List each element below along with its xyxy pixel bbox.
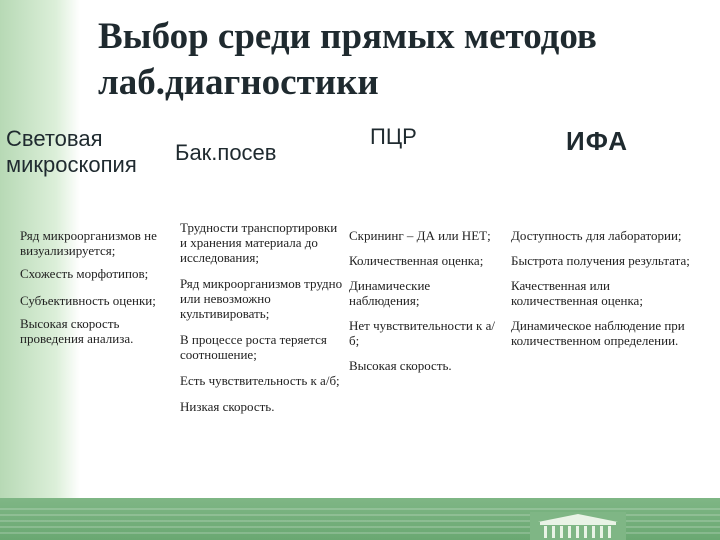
column-header-culture: Бак.посев — [175, 140, 277, 165]
list-item: Нет чувствительности к а/б; — [349, 318, 495, 348]
list-item: Высокая скорость. — [349, 358, 452, 373]
list-item: Динамические наблюдения; — [349, 278, 431, 308]
column-header-pcr: ПЦР — [370, 124, 417, 149]
list-item: Есть чувствительность к а/б; — [180, 373, 340, 388]
column-header-microscopy — [6, 126, 176, 178]
list-item: Быстрота получения результата; — [511, 253, 690, 268]
list-item: Высокая скорость проведения анализа. — [20, 316, 134, 346]
list-item: Схожесть морфотипов; — [20, 266, 149, 281]
list-item: Низкая скорость. — [180, 399, 275, 414]
list-item: В процессе роста теряется соотношение; — [180, 332, 327, 362]
list-item: Доступность для лаборатории; — [511, 228, 682, 243]
list-item: Ряд микроорганизмов не визуализируется; — [20, 228, 157, 258]
list-item: Количественная оценка; — [349, 253, 484, 268]
list-item: Качественная или количественная оценка; — [511, 278, 643, 308]
list-item: Ряд микроорганизмов трудно или невозможно культивировать; — [180, 276, 343, 321]
column-header-microscopy-line-2: микроскопия — [6, 152, 137, 177]
column-pcr — [349, 228, 499, 383]
title-line-2: лаб.диагностики — [98, 62, 379, 103]
column-microscopy — [20, 228, 175, 358]
list-item: Субъективность оценки; — [20, 293, 156, 308]
column-elisa — [511, 228, 691, 358]
column-culture — [180, 220, 345, 425]
building-logo-icon — [530, 512, 626, 540]
title-line-1: Выбор среди прямых методов — [98, 16, 597, 57]
column-header-elisa: ИФА — [566, 126, 629, 156]
list-item: Трудности транспортировки и хранения материала до исследования; — [180, 220, 338, 265]
list-item: Динамическое наблюдение при количественном определении. — [511, 318, 685, 348]
slide-title — [98, 14, 698, 106]
list-item: Скрининг – ДА или НЕТ; — [349, 228, 491, 243]
column-header-microscopy-line-1: Световая — [6, 126, 103, 151]
